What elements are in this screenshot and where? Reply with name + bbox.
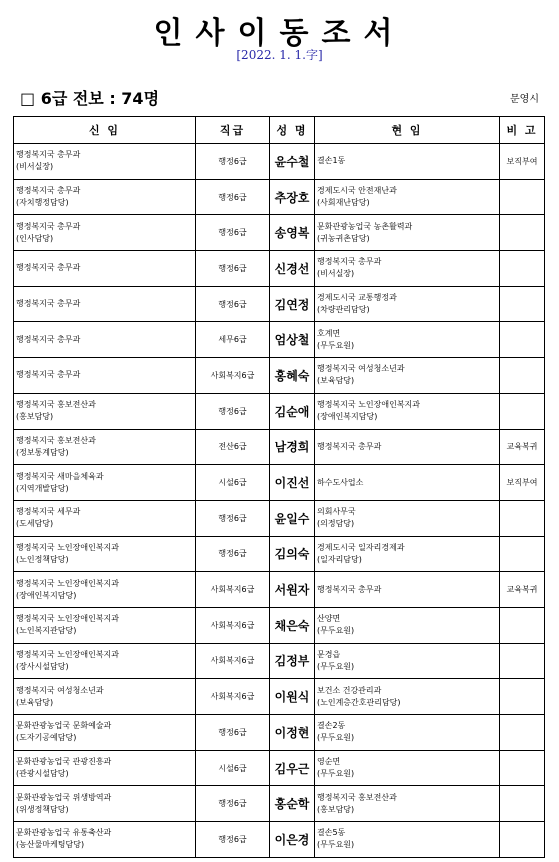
table-row: [14, 786, 545, 822]
new-post-cell: [14, 322, 196, 358]
grade-cell: 사회복지6급: [196, 572, 270, 608]
new-post-cell: [14, 429, 196, 465]
note-cell: 보직부여: [500, 465, 545, 501]
table-row: [14, 679, 545, 715]
note-cell: [500, 286, 545, 322]
note-cell: 교육복귀: [500, 429, 545, 465]
current-post-cell-line: (비서실장): [317, 269, 355, 279]
current-post-cell-line: 행정복지국 홍보전산과: [317, 792, 397, 802]
grade-cell: 행정6급: [196, 393, 270, 429]
grade-cell: 사회복지6급: [196, 607, 270, 643]
new-post-cell-line: 행정복지국 노인장애인복지과: [16, 614, 120, 624]
note-cell: 보직부여: [500, 144, 545, 180]
current-post-cell: [315, 500, 500, 536]
name-cell: 이진선: [270, 465, 315, 501]
current-post-cell: [315, 322, 500, 358]
current-post-cell: [315, 536, 500, 572]
new-post-cell-line: (비서실장): [16, 162, 54, 172]
header-name: 성 명: [270, 117, 315, 144]
new-post-cell-line: 행정복지국 노인장애인복지과: [16, 542, 120, 552]
current-post-cell: [315, 429, 500, 465]
current-post-cell-line: (사회재난담당): [317, 198, 370, 208]
new-post-cell-line: 행정복지국 홍보전산과: [16, 400, 96, 410]
note-cell: [500, 607, 545, 643]
new-post-cell-line: 행정복지국 총무과: [16, 150, 81, 160]
name-cell: 홍순학: [270, 786, 315, 822]
name-cell: 홍혜숙: [270, 358, 315, 394]
table-row: [14, 465, 545, 501]
current-post-cell: [315, 358, 500, 394]
current-post-cell-line: 결손5동: [317, 828, 346, 838]
table-row: [14, 536, 545, 572]
current-post-cell-line: 영순면: [317, 757, 341, 767]
table-row: [14, 643, 545, 679]
table-row: [14, 572, 545, 608]
grade-cell: 행정6급: [196, 786, 270, 822]
current-post-cell: [315, 572, 500, 608]
current-post-cell-line: 문경읍: [317, 649, 341, 659]
header-current-post: 현 임: [315, 117, 500, 144]
new-post-cell-line: 행정복지국 총무과: [16, 299, 81, 309]
table-row: [14, 322, 545, 358]
current-post-cell: [315, 643, 500, 679]
current-post-cell: [315, 786, 500, 822]
current-post-cell-line: (무두요원): [317, 769, 355, 779]
table-row: [14, 607, 545, 643]
new-post-cell-line: 행정복지국 총무과: [16, 263, 81, 273]
new-post-cell-line: 문화관광농업국 위생방역과: [16, 792, 112, 802]
current-post-cell-line: (무두요원): [317, 733, 355, 743]
current-post-cell-line: (무두요원): [317, 340, 355, 350]
header-grade: 직급: [196, 117, 270, 144]
current-post-cell: [315, 607, 500, 643]
section-note: 문영시: [510, 94, 539, 105]
new-post-cell: [14, 179, 196, 215]
new-post-cell: [14, 786, 196, 822]
name-cell: 이원식: [270, 679, 315, 715]
new-post-cell-line: (장애인복지담당): [16, 590, 77, 600]
grade-cell: 행정6급: [196, 215, 270, 251]
current-post-cell-line: 행정복지국 노인장애인복지과: [317, 400, 421, 410]
current-post-cell: [315, 286, 500, 322]
name-cell: 김연정: [270, 286, 315, 322]
table-row: [14, 358, 545, 394]
current-post-cell-line: 결손1동: [317, 156, 346, 166]
new-post-cell: [14, 750, 196, 786]
new-post-cell-line: (노인정책담당): [16, 554, 69, 564]
current-post-cell-line: 경제도시국 안전재난과: [317, 186, 397, 196]
new-post-cell: [14, 607, 196, 643]
grade-cell: 사회복지6급: [196, 358, 270, 394]
new-post-cell-line: 행정복지국 노인장애인복지과: [16, 649, 120, 659]
current-post-cell-line: 호계면: [317, 328, 341, 338]
current-post-cell: [315, 465, 500, 501]
page-title: 인사이동조서: [153, 16, 406, 51]
new-post-cell-line: 행정복지국 총무과: [16, 186, 81, 196]
current-post-cell: [315, 750, 500, 786]
current-post-cell-line: 행정복지국 여성청소년과: [317, 364, 405, 374]
note-cell: 교육복귀: [500, 572, 545, 608]
current-post-cell: [315, 144, 500, 180]
new-post-cell: [14, 536, 196, 572]
current-post-cell-line: 행정복지국 총무과: [317, 257, 382, 267]
new-post-cell-line: (장사시설담당): [16, 661, 69, 671]
table-row: [14, 144, 545, 180]
new-post-cell: [14, 572, 196, 608]
grade-cell: 행정6급: [196, 144, 270, 180]
new-post-cell: [14, 358, 196, 394]
grade-cell: 행정6급: [196, 251, 270, 287]
new-post-cell-line: 행정복지국 총무과: [16, 221, 81, 231]
table-row: [14, 822, 545, 858]
table-row: [14, 215, 545, 251]
table-row: [14, 251, 545, 287]
current-post-cell: [315, 215, 500, 251]
current-post-cell: [315, 251, 500, 287]
grade-cell: 사회복지6급: [196, 643, 270, 679]
grade-cell: 행정6급: [196, 286, 270, 322]
new-post-cell-line: (자치행정담당): [16, 198, 69, 208]
note-cell: [500, 786, 545, 822]
current-post-cell-line: 문화관광농업국 농촌활력과: [317, 221, 413, 231]
name-cell: 서원자: [270, 572, 315, 608]
current-post-cell-line: (노인계층간호관리담당): [317, 697, 401, 707]
new-post-cell: [14, 500, 196, 536]
new-post-cell-line: 문화관광농업국 유통축산과: [16, 828, 112, 838]
new-post-cell-line: 문화관광농업국 관광진흥과: [16, 757, 112, 767]
new-post-cell-line: 행정복지국 세무과: [16, 507, 81, 517]
name-cell: 김정부: [270, 643, 315, 679]
new-post-cell-line: 행정복지국 총무과: [16, 370, 81, 380]
current-post-cell-line: (보육담당): [317, 376, 355, 386]
note-cell: [500, 393, 545, 429]
current-post-cell-line: 행정복지국 총무과: [317, 441, 382, 451]
note-cell: [500, 322, 545, 358]
current-post-cell-line: 보건소 건강관리과: [317, 685, 382, 695]
section-title: □ 6급 전보 : 74명: [20, 89, 160, 108]
new-post-cell-line: (농산물마케팅담당): [16, 840, 85, 850]
new-post-cell: [14, 215, 196, 251]
new-post-cell: [14, 465, 196, 501]
name-cell: 윤수철: [270, 144, 315, 180]
table-row: [14, 393, 545, 429]
note-cell: [500, 500, 545, 536]
current-post-cell-line: 하수도사업소: [317, 477, 364, 487]
new-post-cell: [14, 822, 196, 858]
table-row: [14, 500, 545, 536]
new-post-cell-line: (정보통계담당): [16, 447, 69, 457]
current-post-cell: [315, 179, 500, 215]
name-cell: 김순애: [270, 393, 315, 429]
new-post-cell: [14, 715, 196, 751]
note-cell: [500, 750, 545, 786]
name-cell: 엄상철: [270, 322, 315, 358]
note-cell: [500, 215, 545, 251]
new-post-cell-line: (도자기공예담당): [16, 733, 77, 743]
grade-cell: 행정6급: [196, 822, 270, 858]
current-post-cell-line: (귀농귀촌담당): [317, 233, 370, 243]
current-post-cell-line: 의회사무국: [317, 507, 356, 517]
new-post-cell: [14, 679, 196, 715]
table-row: [14, 715, 545, 751]
current-post-cell-line: (장애인복지담당): [317, 412, 378, 422]
current-post-cell-line: (일자리담당): [317, 554, 362, 564]
new-post-cell-line: 행정복지국 노인장애인복지과: [16, 578, 120, 588]
current-post-cell-line: 경제도시국 일자리경제과: [317, 542, 405, 552]
new-post-cell: [14, 643, 196, 679]
current-post-cell-line: (의정담당): [317, 519, 355, 529]
current-post-cell-line: (무두요원): [317, 626, 355, 636]
current-post-cell-line: 결손2동: [317, 721, 346, 731]
note-cell: [500, 536, 545, 572]
name-cell: 윤일수: [270, 500, 315, 536]
name-cell: 김의숙: [270, 536, 315, 572]
new-post-cell-line: (관광시설담당): [16, 769, 69, 779]
current-post-cell-line: (차량관리담당): [317, 305, 370, 315]
current-post-cell-line: 행정복지국 총무과: [317, 584, 382, 594]
table-header-row: [14, 117, 545, 144]
grade-cell: 사회복지6급: [196, 679, 270, 715]
current-post-cell-line: (무두요원): [317, 840, 355, 850]
new-post-cell-line: 행정복지국 총무과: [16, 334, 81, 344]
grade-cell: 행정6급: [196, 715, 270, 751]
table-row: [14, 750, 545, 786]
new-post-cell: [14, 144, 196, 180]
note-cell: [500, 358, 545, 394]
name-cell: 김우근: [270, 750, 315, 786]
current-post-cell: [315, 393, 500, 429]
current-post-cell: [315, 679, 500, 715]
grade-cell: 세무6급: [196, 322, 270, 358]
new-post-cell-line: 행정복지국 새마을체육과: [16, 471, 104, 481]
new-post-cell-line: 문화관광농업국 문화예술과: [16, 721, 112, 731]
new-post-cell-line: (인사담당): [16, 233, 54, 243]
name-cell: 송영복: [270, 215, 315, 251]
header-note: 비 고: [500, 117, 545, 144]
name-cell: 신경선: [270, 251, 315, 287]
note-cell: [500, 643, 545, 679]
grade-cell: 전산6급: [196, 429, 270, 465]
current-post-cell: [315, 715, 500, 751]
document-date: [2022. 1. 1.字]: [236, 48, 323, 62]
name-cell: 채은숙: [270, 607, 315, 643]
current-post-cell-line: 경제도시국 교통행정과: [317, 293, 397, 303]
note-cell: [500, 251, 545, 287]
table-row: [14, 286, 545, 322]
grade-cell: 시설6급: [196, 750, 270, 786]
grade-cell: 행정6급: [196, 500, 270, 536]
new-post-cell-line: (지역개발담당): [16, 483, 69, 493]
new-post-cell-line: 행정복지국 여성청소년과: [16, 685, 104, 695]
note-cell: [500, 679, 545, 715]
new-post-cell-line: (노인복지관담당): [16, 626, 77, 636]
grade-cell: 행정6급: [196, 179, 270, 215]
header-new-post: 신 임: [14, 117, 196, 144]
current-post-cell: [315, 822, 500, 858]
new-post-cell-line: (위생정책담당): [16, 804, 69, 814]
new-post-cell-line: (홍보담당): [16, 412, 54, 422]
new-post-cell: [14, 251, 196, 287]
grade-cell: 행정6급: [196, 536, 270, 572]
current-post-cell-line: (홍보담당): [317, 804, 355, 814]
note-cell: [500, 715, 545, 751]
note-cell: [500, 179, 545, 215]
name-cell: 이은경: [270, 822, 315, 858]
new-post-cell-line: 행정복지국 홍보전산과: [16, 435, 96, 445]
current-post-cell-line: (무두요원): [317, 661, 355, 671]
name-cell: 남경희: [270, 429, 315, 465]
new-post-cell-line: (도세담당): [16, 519, 54, 529]
table-row: [14, 179, 545, 215]
table-row: [14, 429, 545, 465]
grade-cell: 시설6급: [196, 465, 270, 501]
name-cell: 이정현: [270, 715, 315, 751]
personnel-table: [13, 116, 545, 858]
new-post-cell: [14, 393, 196, 429]
new-post-cell: [14, 286, 196, 322]
name-cell: 추장호: [270, 179, 315, 215]
current-post-cell-line: 산양면: [317, 614, 341, 624]
note-cell: [500, 822, 545, 858]
new-post-cell-line: (보육담당): [16, 697, 54, 707]
table-body: [14, 144, 545, 858]
